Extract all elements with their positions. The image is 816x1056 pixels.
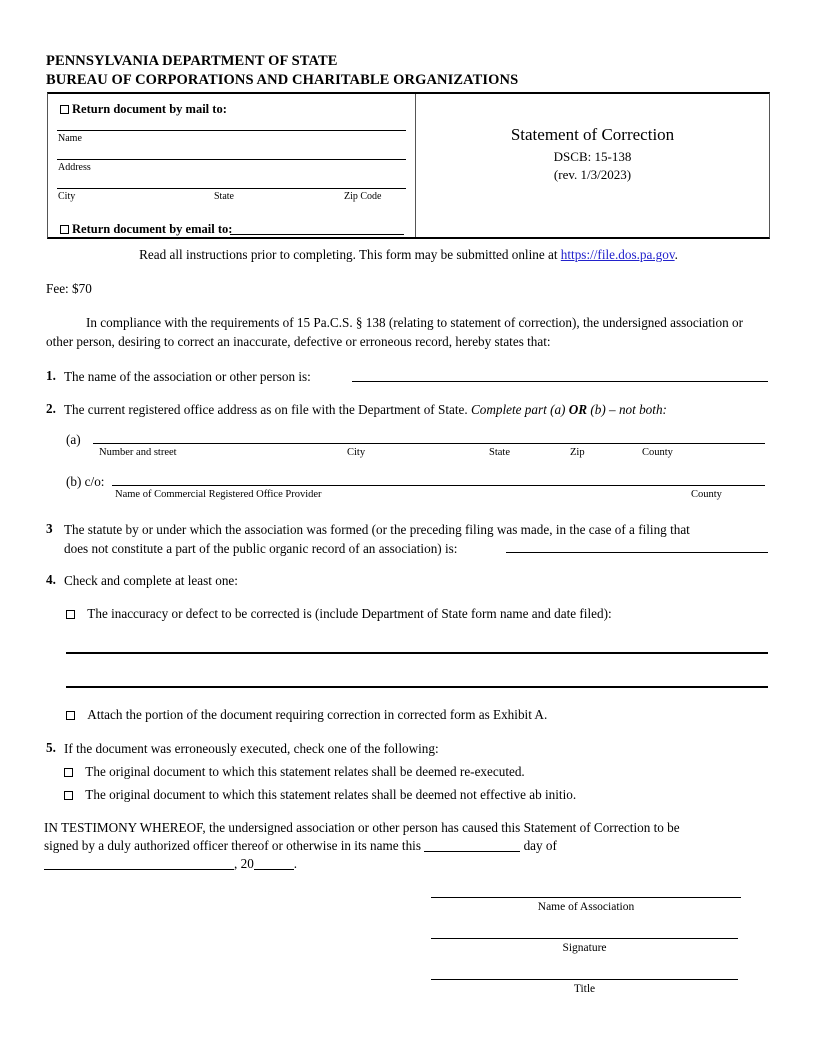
testimony-line-1: IN TESTIMONY WHEREOF, the undersigned association or other person has caused this Statement of Correction to be xyxy=(44,820,680,835)
part-a-caption-zip: Zip xyxy=(570,447,585,458)
signature-rule[interactable] xyxy=(431,938,738,939)
part-a-caption-number-street: Number and street xyxy=(99,447,177,458)
form-title: Statement of Correction xyxy=(510,125,675,144)
testimony-line-2 xyxy=(44,837,557,856)
state-field-caption: State xyxy=(214,191,234,202)
form-number: DSCB: 15-138 xyxy=(553,149,632,164)
part-a-caption-state: State xyxy=(489,447,510,458)
item-2-emphasis xyxy=(471,402,667,417)
item-2-part-a-label: (a) xyxy=(66,432,81,447)
form-revision-date: (rev. 1/3/2023) xyxy=(553,167,632,182)
item-3-number: 3 xyxy=(46,521,53,536)
return-address-section xyxy=(48,94,415,237)
item-2-number: 2. xyxy=(46,401,56,416)
item-3-text-line1: The statute by or under which the association was formed (or the preceding filing was made, in the case of a filing that xyxy=(64,522,690,537)
testimony-line-3 xyxy=(44,855,297,874)
instruction-text-before: Read all instructions prior to completing. This form may be submitted online at xyxy=(139,247,561,262)
address-field-rule[interactable] xyxy=(57,159,406,160)
item-5-option-2 xyxy=(64,786,576,805)
item-5-number: 5. xyxy=(46,740,56,755)
return-by-mail-text: Return document by mail to: xyxy=(72,102,227,116)
instruction-line xyxy=(47,247,770,263)
testimony-year-blank[interactable] xyxy=(254,869,294,870)
testimony-day-blank[interactable] xyxy=(424,851,520,852)
part-b-caption-county: County xyxy=(691,489,722,500)
item-4-option-1 xyxy=(66,605,612,624)
item-2-part-b-label: (b) c/o: xyxy=(66,474,105,489)
item-4-option-1-label: The inaccuracy or defect to be corrected is (include Department of State form name and date filed): xyxy=(87,606,612,621)
name-field-rule[interactable] xyxy=(57,130,406,131)
return-by-email-checkbox[interactable] xyxy=(60,225,69,234)
item-2-text xyxy=(64,401,667,420)
item-5-checkbox-2[interactable] xyxy=(64,791,73,800)
item-5-option-1 xyxy=(64,763,525,782)
item-5-checkbox-1[interactable] xyxy=(64,768,73,777)
item-1-input-rule[interactable] xyxy=(352,381,768,382)
form-title-section xyxy=(416,94,769,237)
return-by-email-label xyxy=(60,222,232,237)
instruction-text-after: . xyxy=(674,247,678,262)
item-3-text-line2: does not constitute a part of the public organic record of an association) is: xyxy=(64,541,458,556)
item-4-checkbox-1[interactable] xyxy=(66,610,75,619)
item-4-write-in-rule-2[interactable] xyxy=(66,686,768,688)
return-by-mail-label xyxy=(60,102,227,117)
return-document-box xyxy=(47,92,770,239)
item-1-number: 1. xyxy=(46,368,56,383)
signature-caption: Signature xyxy=(562,942,607,954)
part-b-caption-provider: Name of Commercial Registered Office Provider xyxy=(115,489,322,500)
city-state-zip-field-rule[interactable] xyxy=(57,188,406,189)
name-of-association-rule[interactable] xyxy=(431,897,741,898)
part-a-caption-county: County xyxy=(642,447,673,458)
testimony-month-blank[interactable] xyxy=(44,869,234,870)
part-a-caption-city: City xyxy=(347,447,366,458)
compliance-paragraph: In compliance with the requirements of 15 Pa.C.S. § 138 (relating to statement of correction), the undersigned association or other person, desiring to correct an inaccurate, defective or erroneous record, hereby states that: xyxy=(46,315,743,349)
item-4-write-in-rule-1[interactable] xyxy=(66,652,768,654)
department-header xyxy=(46,52,518,90)
item-4-option-2 xyxy=(66,706,547,725)
testimony-year-prefix: , 20 xyxy=(234,856,254,871)
zip-code-field-caption: Zip Code xyxy=(344,191,382,202)
department-header-line2: BUREAU OF CORPORATIONS AND CHARITABLE ORGANIZATIONS xyxy=(46,72,519,88)
city-field-caption: City xyxy=(58,191,76,202)
item-2-part-b-rule[interactable] xyxy=(112,485,765,486)
email-field-rule[interactable] xyxy=(230,234,404,235)
item-4-checkbox-2[interactable] xyxy=(66,711,75,720)
testimony-line-3-end: . xyxy=(293,856,298,871)
item-5-option-1-label: The original document to which this statement relates shall be deemed re-executed. xyxy=(85,764,525,779)
item-4-number: 4. xyxy=(46,572,56,587)
item-2-part-a-rule[interactable] xyxy=(93,443,765,444)
item-4-option-2-label: Attach the portion of the document requiring correction in corrected form as Exhibit A. xyxy=(87,707,548,722)
name-of-association-caption: Name of Association xyxy=(537,901,635,913)
item-5-text: If the document was erroneously executed, check one of the following: xyxy=(64,741,439,756)
return-by-email-text: Return document by email to: xyxy=(72,222,233,236)
return-by-mail-checkbox[interactable] xyxy=(60,105,69,114)
testimony-line-2-pre: signed by a duly authorized officer thereof or otherwise in its name this xyxy=(44,838,421,853)
item-2-emphasis-pre: Complete part (a) xyxy=(470,402,569,417)
item-2-emphasis-post: (b) – not both: xyxy=(587,402,667,417)
item-1-text: The name of the association or other person is: xyxy=(64,369,311,384)
item-3-input-rule[interactable] xyxy=(506,552,768,553)
item-2-main-text: The current registered office address as on file with the Department of State. xyxy=(64,402,468,417)
address-field-caption: Address xyxy=(58,162,91,173)
department-header-line1: PENNSYLVANIA DEPARTMENT OF STATE xyxy=(46,53,338,69)
item-4-text: Check and complete at least one: xyxy=(64,573,238,588)
title-rule[interactable] xyxy=(431,979,738,980)
title-caption: Title xyxy=(573,983,596,995)
fee-label: Fee: $70 xyxy=(46,281,92,296)
item-2-emphasis-or: OR xyxy=(568,402,588,417)
name-field-caption: Name xyxy=(58,133,82,144)
testimony-line-2-post: day of xyxy=(523,838,557,853)
item-5-option-2-label: The original document to which this statement relates shall be deemed not effective ab initio. xyxy=(85,787,577,802)
online-filing-link[interactable]: https://file.dos.pa.gov xyxy=(560,247,675,262)
